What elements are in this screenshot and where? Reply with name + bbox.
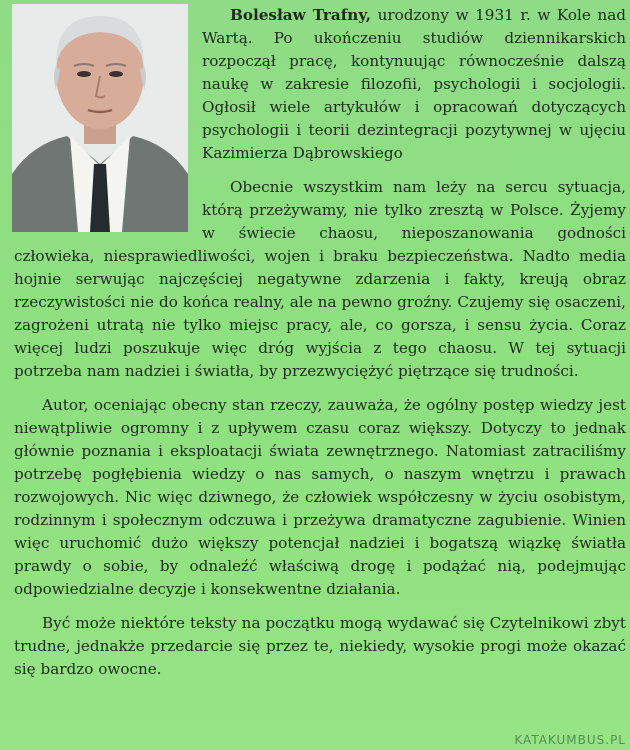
watermark: KATAKUMBUS.PL — [514, 733, 626, 747]
body-paragraph: Autor, oceniając obecny stan rzeczy, zauważa, że ogólny postęp wiedzy jest niewątpliwie ogromny i z upływem czasu coraz większy. Dotyczy to jednak głównie poznania i eksploatacji świata zewnętrznego. Natomiast zatraciliśmy potrzebę pogłębienia wiedzy o nas samych, o naszym wnętrzu i prawach rozwojowych. Nic więc dziwnego, że człowiek współczesny w życiu osobistym, rodzinnym i społecznym odczuwa i przeżywa dramatyczne zagubienie. Winien więc uruchomić dużo większy potencjał nadziei i bogatszą wiązkę światła prawdy o sobie, by odnaleźć właściwą drogę i podążać nią, podejmując odpowiedzialne decyzje i konsekwentne działania. — [14, 396, 626, 598]
author-bio-text: urodzony w 1931 r. w Kole nad Wartą. Po ukończeniu studiów dziennikarskich rozpoczął pracę, kontynuując równocześnie dalszą naukę w zakresie filozofii, psychologii i socjologii. Ogłosił wiele artykułów i opracowań dotyczących psychologii i teorii dezintegracji pozytywnej w ujęciu Kazimierza Dąbrowskiego — [202, 6, 626, 162]
photo-spacer — [14, 4, 202, 236]
body-paragraph: Obecnie wszystkim nam leży na sercu sytuacja, którą przeżywamy, nie tylko zresztą w Polsce. Żyjemy w świecie chaosu, nieposzanowania godności człowieka, niesprawiedliwości, wojen i braku bezpieczeństwa. Nadto media hojnie serwując najczęściej negatywne zdarzenia i fakty, kreują obraz rzeczywistości nie do końca realny, ale na pewno groźny. Czujemy się osaczeni, zagrożeni utratą nie tylko miejsc pracy, ale, co gorsza, i sensu życia. Coraz więcej ludzi poszukuje więc dróg wyjścia z tego chaosu. W tej sytuacji potrzeba nam nadziei i światła, by przezwyciężyć piętrzące się trudności. — [14, 178, 626, 380]
book-description — [14, 4, 626, 681]
author-name: Bolesław Trafny, — [230, 6, 372, 24]
body-paragraph: Być może niektóre teksty na początku mogą wydawać się Czytelnikowi zbyt trudne, jednakże przedarcie się przez te, niekiedy, wysokie progi może okazać się bardzo owocne. — [14, 614, 626, 678]
